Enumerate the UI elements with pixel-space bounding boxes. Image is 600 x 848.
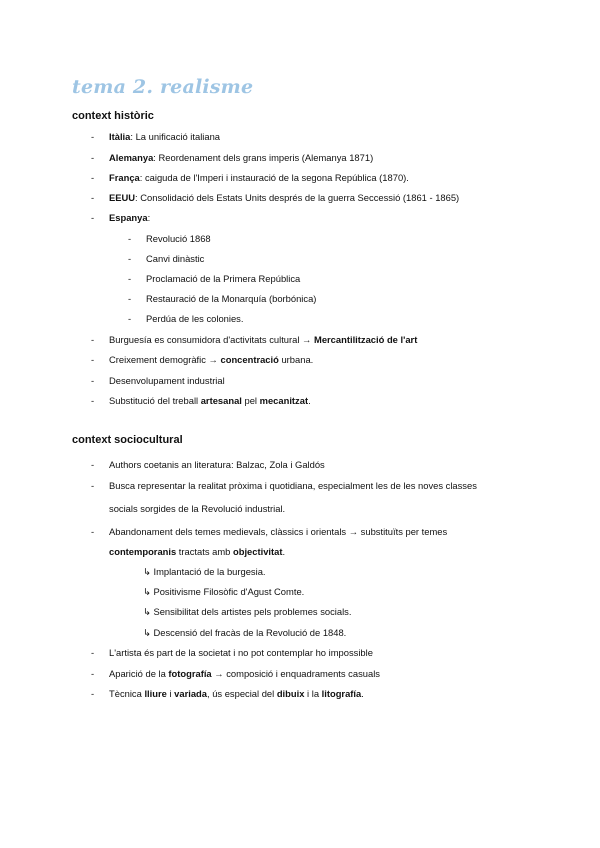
bullet-dash: - (91, 395, 95, 406)
list-item-fotografia: Aparició de la fotografía → composició i enquadraments casuals (109, 668, 380, 679)
list-item-creixement: Creixement demogràfic → concentració urbana. (109, 354, 314, 365)
arrow-sub-item: ↳ Positivisme Filosòfic d'Agust Comte. (143, 586, 305, 597)
list-item-abandonament-cont: contemporanis tractats amb objectivitat. (109, 546, 286, 557)
list-item-authors: Authors coetanis an literatura: Balzac, Zola i Galdós (109, 459, 325, 470)
bullet-dash: - (91, 334, 95, 345)
list-item-tecnica: Tècnica lliure i variada, ús especial del dibuix i la litografía. (109, 688, 364, 699)
bullet-dash: - (91, 526, 95, 537)
sub-list-item: Revolució 1868 (146, 233, 211, 244)
arrow-sub-item: ↳ Sensibilitat dels artistes pels problemes socials. (143, 606, 352, 617)
list-item-italia: Itàlia: La unificació italiana (109, 131, 221, 142)
bullet-dash: - (91, 375, 95, 386)
sub-bullet-dash: - (128, 313, 132, 324)
list-item-realitat: Busca representar la realitat pròxima i quotidiana, especialment les de les noves classes (109, 480, 477, 491)
sub-bullet-dash: - (128, 293, 132, 304)
list-item-industrial: Desenvolupament industrial (109, 375, 225, 386)
list-item-alemanya: Alemanya: Reordenament dels grans imperis (Alemanya 1871) (109, 152, 374, 163)
sub-bullet-dash: - (128, 253, 132, 264)
bullet-dash: - (91, 668, 95, 679)
bullet-dash: - (91, 212, 95, 223)
arrow-sub-item: ↳ Implantació de la burgesia. (143, 566, 266, 577)
list-item-artista: L'artista és part de la societat i no pot contemplar ho impossible (109, 647, 373, 658)
sub-list-item: Perdúa de les colonies. (146, 313, 244, 324)
list-item-abandonament: Abandonament dels temes medievals, clàssics i orientals → substituïts per temes (109, 526, 448, 537)
sub-list-item: Proclamació de la Primera República (146, 273, 301, 284)
bullet-dash: - (91, 688, 95, 699)
bullet-dash: - (91, 152, 95, 163)
sub-bullet-dash: - (128, 273, 132, 284)
list-item-burguesia: Burguesía es consumidora d'activitats cultural → Mercantilització de l'art (109, 334, 418, 345)
bullet-dash: - (91, 192, 95, 203)
list-item-franca: França: caiguda de l'Imperi i instauració de la segona República (1870). (109, 172, 409, 183)
list-item-espanya: Espanya: (109, 212, 151, 223)
bullet-dash: - (91, 354, 95, 365)
sub-list-item: Canvi dinàstic (146, 253, 205, 264)
section-heading-historic: context històric (72, 110, 154, 122)
bullet-dash: - (91, 459, 95, 470)
list-item-realitat-cont: socials sorgides de la Revolució industrial. (109, 503, 286, 514)
bullet-dash: - (91, 647, 95, 658)
bullet-dash: - (91, 480, 95, 491)
sub-bullet-dash: - (128, 233, 132, 244)
bullet-dash: - (91, 131, 95, 142)
list-item-eeuu: EEUU: Consolidació dels Estats Units després de la guerra Seccessió (1861 - 1865) (109, 192, 460, 203)
list-item-substitucio: Substitució del treball artesanal pel mecanitzat. (109, 395, 311, 406)
page-title: tema 2. realisme (72, 76, 254, 98)
section-heading-sociocultural: context sociocultural (72, 434, 183, 446)
arrow-sub-item: ↳ Descensió del fracàs de la Revolució de 1848. (143, 627, 347, 638)
sub-list-item: Restauració de la Monarquía (borbónica) (146, 293, 317, 304)
bullet-dash: - (91, 172, 95, 183)
